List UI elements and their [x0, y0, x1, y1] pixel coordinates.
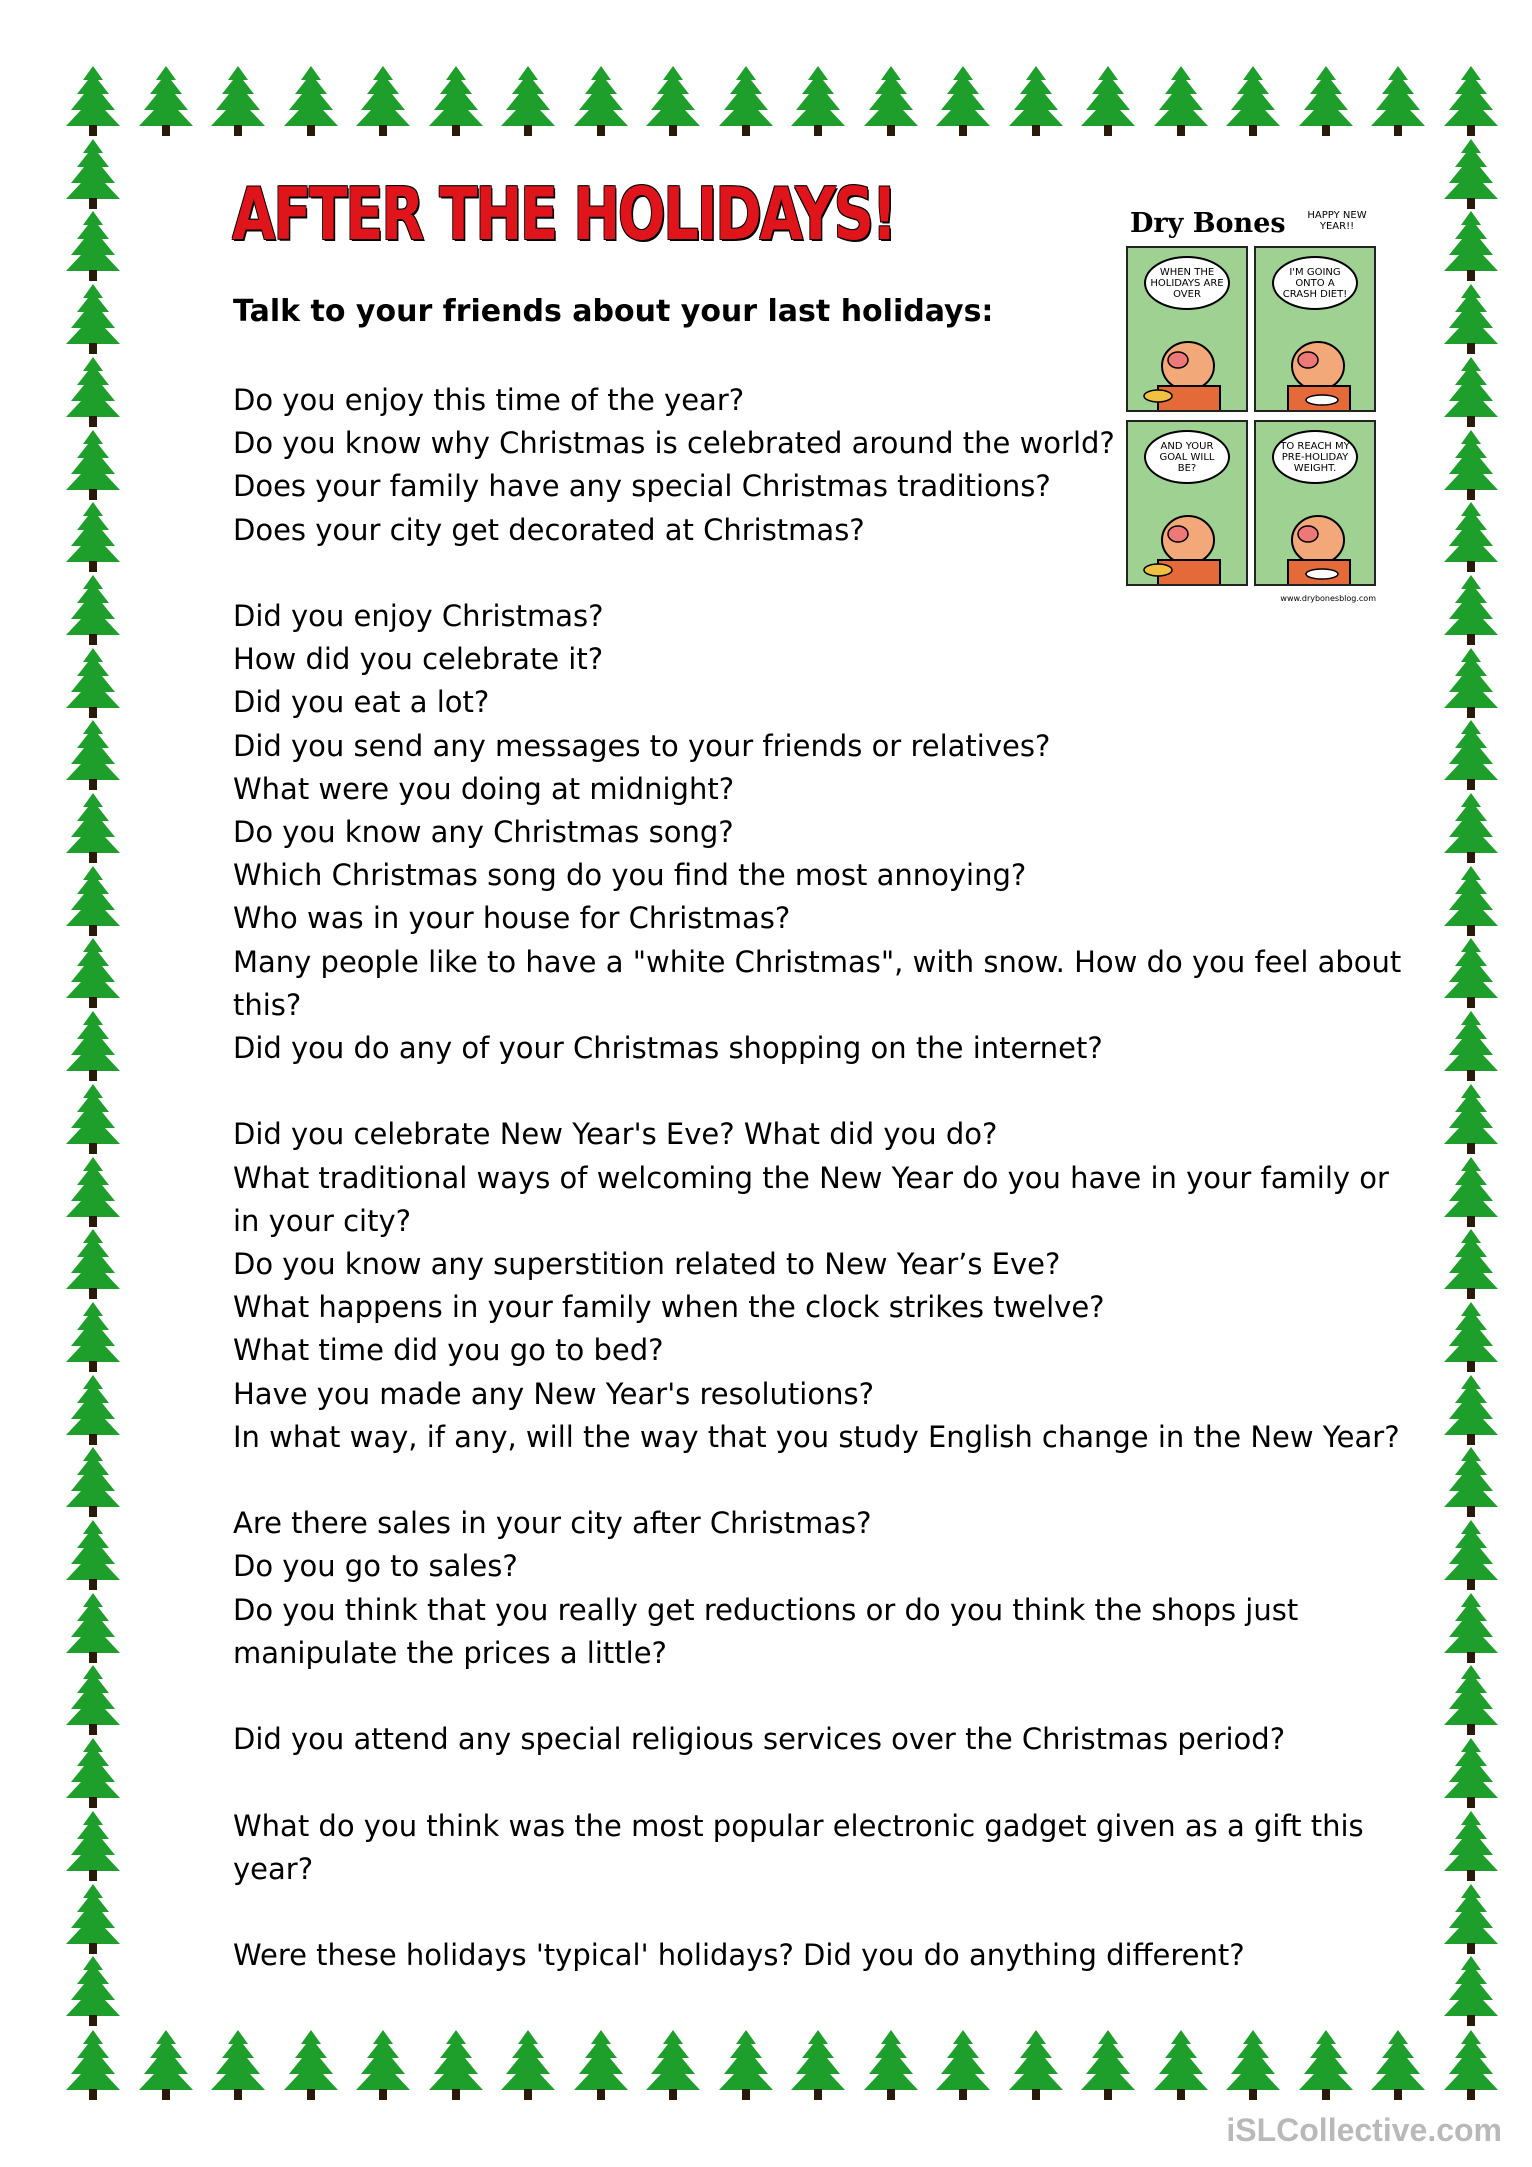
question-line: What do you think was the most popular electronic gadget given as a gift this year?	[233, 1808, 1364, 1886]
question-line: Does your family have any special Christmas traditions?	[233, 469, 1051, 504]
christmas-tree-icon	[62, 1591, 124, 1665]
christmas-tree-icon	[280, 64, 342, 138]
christmas-tree-icon	[1440, 355, 1502, 429]
question-line: Did you attend any special religious services over the Christmas period?	[233, 1722, 1286, 1757]
christmas-tree-icon	[62, 1954, 124, 2028]
christmas-tree-icon	[1440, 573, 1502, 647]
question-line: Does your city get decorated at Christmas?	[233, 512, 865, 547]
christmas-tree-icon	[932, 2028, 994, 2102]
christmas-tree-icon	[1440, 1591, 1502, 1665]
christmas-tree-icon	[62, 282, 124, 356]
christmas-tree-icon	[62, 500, 124, 574]
section-gap	[233, 1761, 1403, 1804]
christmas-tree-icon	[1440, 1082, 1502, 1156]
question-line: Did you celebrate New Year's Eve? What did you do?	[233, 1117, 998, 1152]
christmas-tree-icon	[1440, 428, 1502, 502]
christmas-tree-icon	[352, 64, 414, 138]
christmas-tree-icon	[1440, 646, 1502, 720]
question-line: Did you send any messages to your friends or relatives?	[233, 728, 1051, 763]
speech-bubble: I'M GOING ONTO A CRASH DIET!	[1272, 256, 1358, 310]
christmas-tree-icon	[207, 2028, 269, 2102]
christmas-tree-icon	[1440, 1809, 1502, 1883]
page-subtitle: Talk to your friends about your last holidays:	[233, 294, 994, 329]
christmas-tree-icon	[1440, 64, 1502, 138]
christmas-tree-icon	[62, 936, 124, 1010]
christmas-tree-icon	[1440, 791, 1502, 865]
question-line: Do you know any Christmas song?	[233, 815, 734, 850]
christmas-tree-icon	[860, 2028, 922, 2102]
christmas-tree-icon	[787, 2028, 849, 2102]
comic-header-note: HAPPY NEW YEAR!!	[1307, 210, 1367, 232]
question-line: How did you celebrate it?	[233, 642, 604, 677]
question-line: Do you enjoy this time of the year?	[233, 383, 745, 417]
christmas-tree-icon	[570, 64, 632, 138]
christmas-tree-icon	[1440, 1155, 1502, 1229]
christmas-tree-icon	[932, 64, 994, 138]
christmas-tree-icon	[207, 64, 269, 138]
watermark: iSLCollective.com	[1226, 2112, 1502, 2148]
christmas-tree-icon	[62, 2028, 124, 2102]
section-gap	[233, 552, 1403, 595]
christmas-tree-icon	[135, 64, 197, 138]
christmas-tree-icon	[62, 355, 124, 429]
christmas-tree-icon	[425, 64, 487, 138]
speech-bubble: TO REACH MY PRE-HOLIDAY WEIGHT.	[1272, 430, 1358, 484]
christmas-tree-icon	[1222, 64, 1284, 138]
christmas-tree-icon	[1440, 2028, 1502, 2102]
question-line: Many people like to have a "white Christmas", with snow. How do you feel about this?	[233, 944, 1402, 1022]
christmas-tree-icon	[497, 2028, 559, 2102]
christmas-tree-icon	[62, 646, 124, 720]
christmas-tree-icon	[62, 137, 124, 211]
question-line: Do you go to sales?	[233, 1549, 518, 1584]
christmas-tree-icon	[1440, 1518, 1502, 1592]
christmas-tree-icon	[1077, 64, 1139, 138]
christmas-tree-icon	[1367, 2028, 1429, 2102]
christmas-tree-icon	[1440, 1445, 1502, 1519]
christmas-tree-icon	[62, 1663, 124, 1737]
question-line: What time did you go to bed?	[233, 1333, 664, 1368]
christmas-tree-icon	[715, 64, 777, 138]
christmas-tree-icon	[1367, 64, 1429, 138]
question-list	[233, 379, 1403, 1977]
christmas-tree-icon	[1440, 1227, 1502, 1301]
christmas-tree-icon	[62, 1373, 124, 1447]
christmas-tree-icon	[62, 1445, 124, 1519]
christmas-tree-icon	[425, 2028, 487, 2102]
christmas-tree-icon	[1440, 718, 1502, 792]
christmas-tree-icon	[135, 2028, 197, 2102]
christmas-tree-icon	[1005, 64, 1067, 138]
christmas-tree-icon	[62, 791, 124, 865]
christmas-tree-icon	[1440, 1663, 1502, 1737]
christmas-tree-icon	[1440, 1954, 1502, 2028]
question-line: What traditional ways of welcoming the New Year do you have in your family or in your city?	[233, 1160, 1389, 1238]
section-gap	[233, 1459, 1403, 1502]
question-line: Who was in your house for Christmas?	[233, 901, 791, 936]
christmas-tree-icon	[62, 1009, 124, 1083]
question-line: Do you know why Christmas is celebrated around the world?	[233, 426, 1115, 461]
speech-bubble: AND YOUR GOAL WILL BE?	[1144, 430, 1230, 484]
christmas-tree-icon	[62, 1518, 124, 1592]
section-gap	[233, 1675, 1403, 1718]
question-line: Were these holidays 'typical' holidays? Did you do anything different?	[233, 1938, 1245, 1973]
christmas-tree-icon	[1440, 282, 1502, 356]
question-line: Did you do any of your Christmas shopping on the internet?	[233, 1031, 1103, 1066]
page-title: AFTER THE HOLIDAYS!	[232, 172, 895, 256]
question-line: In what way, if any, will the way that you study English change in the New Year?	[233, 1419, 1400, 1454]
christmas-tree-icon	[62, 64, 124, 138]
christmas-tree-icon	[1077, 2028, 1139, 2102]
question-line: Did you enjoy Christmas?	[233, 599, 604, 633]
christmas-tree-icon	[1295, 64, 1357, 138]
question-line: Do you think that you really get reductions or do you think the shops just manipulate the prices a little?	[233, 1592, 1299, 1670]
christmas-tree-icon	[62, 718, 124, 792]
comic-url: www.drybonesblog.com	[1280, 594, 1376, 603]
christmas-tree-icon	[1440, 936, 1502, 1010]
christmas-tree-icon	[62, 1882, 124, 1956]
question-line: Have you made any New Year's resolutions?	[233, 1376, 874, 1411]
christmas-tree-icon	[642, 2028, 704, 2102]
question-line: Did you eat a lot?	[233, 685, 490, 720]
section-gap	[233, 1070, 1403, 1113]
christmas-tree-icon	[62, 864, 124, 938]
christmas-tree-icon	[1005, 2028, 1067, 2102]
christmas-tree-icon	[62, 573, 124, 647]
christmas-tree-icon	[62, 1082, 124, 1156]
christmas-tree-icon	[1222, 2028, 1284, 2102]
christmas-tree-icon	[1295, 2028, 1357, 2102]
section-gap	[233, 1891, 1403, 1934]
christmas-tree-icon	[1440, 1300, 1502, 1374]
christmas-tree-icon	[1440, 1009, 1502, 1083]
speech-bubble: WHEN THE HOLIDAYS ARE OVER	[1144, 256, 1230, 310]
christmas-tree-icon	[497, 64, 559, 138]
christmas-tree-icon	[1440, 137, 1502, 211]
christmas-tree-icon	[1440, 209, 1502, 283]
christmas-tree-icon	[715, 2028, 777, 2102]
christmas-tree-icon	[62, 1300, 124, 1374]
christmas-tree-icon	[1440, 1882, 1502, 1956]
question-line: Which Christmas song do you find the most annoying?	[233, 858, 1027, 893]
christmas-tree-icon	[62, 209, 124, 283]
christmas-tree-icon	[1440, 500, 1502, 574]
christmas-tree-icon	[1440, 1373, 1502, 1447]
christmas-tree-icon	[62, 1227, 124, 1301]
christmas-tree-icon	[352, 2028, 414, 2102]
christmas-tree-icon	[62, 1155, 124, 1229]
christmas-tree-icon	[62, 428, 124, 502]
christmas-tree-icon	[62, 1736, 124, 1810]
question-line: Do you know any superstition related to New Year’s Eve?	[233, 1247, 1061, 1282]
question-line: What were you doing at midnight?	[233, 771, 735, 806]
question-line: Are there sales in your city after Christmas?	[233, 1506, 872, 1541]
christmas-tree-icon	[1440, 1736, 1502, 1810]
christmas-tree-icon	[62, 1809, 124, 1883]
christmas-tree-icon	[860, 64, 922, 138]
christmas-tree-icon	[642, 64, 704, 138]
christmas-tree-icon	[787, 64, 849, 138]
christmas-tree-icon	[1150, 64, 1212, 138]
christmas-tree-icon	[1440, 864, 1502, 938]
question-line: What happens in your family when the clock strikes twelve?	[233, 1290, 1105, 1325]
christmas-tree-icon	[570, 2028, 632, 2102]
comic-brand: Dry Bones	[1130, 208, 1286, 239]
christmas-tree-icon	[1150, 2028, 1212, 2102]
christmas-tree-icon	[280, 2028, 342, 2102]
